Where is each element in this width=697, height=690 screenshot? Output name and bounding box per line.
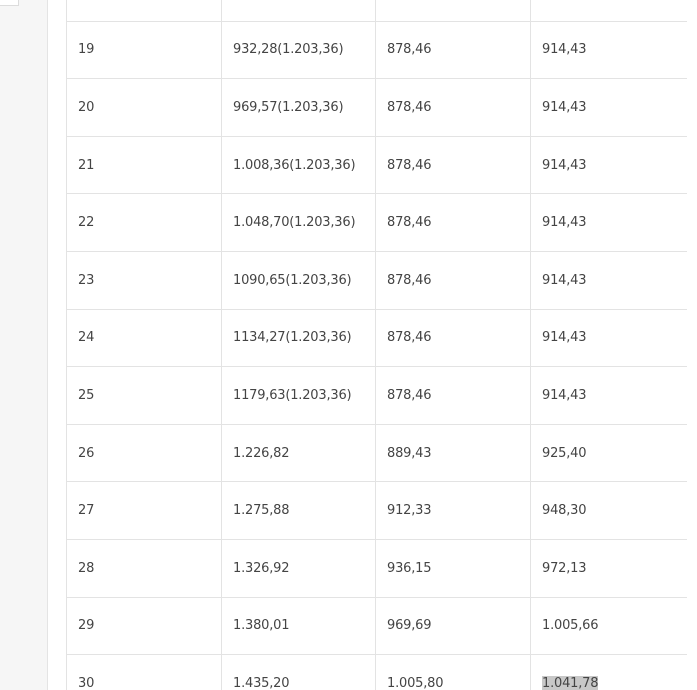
table-cell: 1.275,88 bbox=[222, 482, 376, 540]
table-cell: 914,43 bbox=[531, 21, 687, 79]
table-cell: 1.435,20 bbox=[222, 655, 376, 690]
table-cell: 912,33 bbox=[376, 482, 531, 540]
table-row bbox=[67, 21, 687, 79]
table-cell: 972,13 bbox=[531, 539, 687, 597]
table-cell: 1.048,70(1.203,36) bbox=[222, 194, 376, 252]
table-row bbox=[67, 367, 687, 425]
table-cell: 969,57(1.203,36) bbox=[222, 79, 376, 137]
text-selection-highlight[interactable]: 1.041,78 bbox=[542, 675, 599, 690]
table-cell: 948,30 bbox=[531, 482, 687, 540]
table-cell: 914,43 bbox=[531, 79, 687, 137]
table-row bbox=[67, 309, 687, 367]
table-cell: 1134,27(1.203,36) bbox=[222, 309, 376, 367]
table-cell: 25 bbox=[67, 367, 222, 425]
table-cell: 22 bbox=[67, 194, 222, 252]
table-row bbox=[67, 597, 687, 655]
table-cell: 878,46 bbox=[376, 309, 531, 367]
table-cell: 1.226,82 bbox=[222, 424, 376, 482]
table-cell bbox=[67, 0, 222, 21]
table-cell: 914,43 bbox=[531, 136, 687, 194]
table-cell: 1.008,36(1.203,36) bbox=[222, 136, 376, 194]
data-table bbox=[66, 0, 687, 690]
table-row bbox=[67, 424, 687, 482]
table-row bbox=[67, 79, 687, 137]
table-cell: 20 bbox=[67, 79, 222, 137]
table-row bbox=[67, 482, 687, 540]
table-cell: 1179,63(1.203,36) bbox=[222, 367, 376, 425]
table-cell: 29 bbox=[67, 597, 222, 655]
table-cell: 1.326,92 bbox=[222, 539, 376, 597]
table-cell: 1.380,01 bbox=[222, 597, 376, 655]
table-cell: 878,46 bbox=[376, 136, 531, 194]
table-cell: 914,43 bbox=[531, 309, 687, 367]
left-gutter bbox=[0, 0, 48, 690]
table-row bbox=[67, 194, 687, 252]
table-cell-highlighted bbox=[531, 655, 687, 690]
table-cell: 925,40 bbox=[531, 424, 687, 482]
table-cell: 26 bbox=[67, 424, 222, 482]
table-cell: 24 bbox=[67, 309, 222, 367]
table-row bbox=[67, 136, 687, 194]
table-cell bbox=[376, 0, 531, 21]
table-cell: 914,43 bbox=[531, 251, 687, 309]
table-cell: 19 bbox=[67, 21, 222, 79]
table-cell: 914,43 bbox=[531, 194, 687, 252]
table-cell: 1.005,66 bbox=[531, 597, 687, 655]
table-row bbox=[67, 0, 687, 21]
table-cell: 878,46 bbox=[376, 194, 531, 252]
table-cell: 878,46 bbox=[376, 251, 531, 309]
table-cell: 30 bbox=[67, 655, 222, 690]
table-cell: 27 bbox=[67, 482, 222, 540]
table-cell: 878,46 bbox=[376, 79, 531, 137]
table-cell: 21 bbox=[67, 136, 222, 194]
table-cell: 28 bbox=[67, 539, 222, 597]
table-cell: 1.005,80 bbox=[376, 655, 531, 690]
table-container bbox=[66, 0, 686, 690]
gutter-tab bbox=[0, 0, 19, 6]
content-area bbox=[48, 0, 697, 690]
table-row bbox=[67, 251, 687, 309]
table-cell: 969,69 bbox=[376, 597, 531, 655]
table-cell: 23 bbox=[67, 251, 222, 309]
table-row bbox=[67, 655, 687, 690]
table-cell: 932,28(1.203,36) bbox=[222, 21, 376, 79]
table-cell: 878,46 bbox=[376, 21, 531, 79]
table-cell: 1090,65(1.203,36) bbox=[222, 251, 376, 309]
table-row bbox=[67, 539, 687, 597]
table-cell: 889,43 bbox=[376, 424, 531, 482]
table-cell bbox=[531, 0, 687, 21]
table-cell: 936,15 bbox=[376, 539, 531, 597]
table-cell: 914,43 bbox=[531, 367, 687, 425]
table-cell bbox=[222, 0, 376, 21]
table-cell: 878,46 bbox=[376, 367, 531, 425]
